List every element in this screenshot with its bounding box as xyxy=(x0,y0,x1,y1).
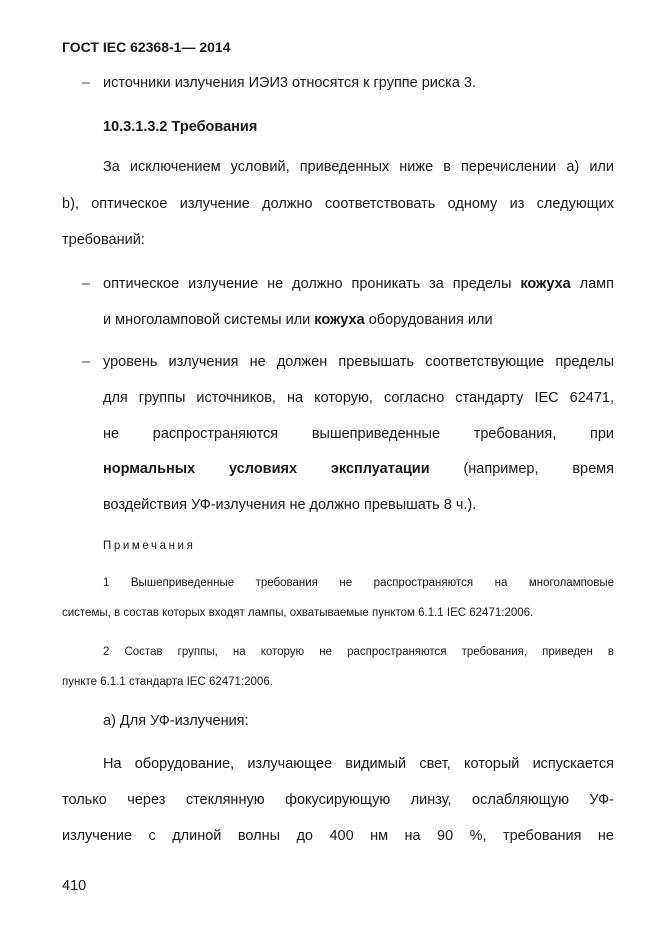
note-line: 2 Состав группы, на которую не распространяются требования, приведен в xyxy=(103,646,614,658)
list-item-text: источники излучения ИЭИ3 относятся к группе риска 3. xyxy=(103,75,477,91)
enumeration-item: а) Для УФ-излучения: xyxy=(103,713,249,729)
list-item-line xyxy=(103,461,614,477)
note-line: пункте 6.1.1 стандарта IEC 62471:2006. xyxy=(62,676,273,688)
note-line: системы, в состав которых входят лампы, охватываемые пунктом 6.1.1 IEC 62471:2006. xyxy=(62,607,534,619)
term-bold: кожуха xyxy=(520,276,571,292)
text-run: ламп xyxy=(570,276,615,292)
term-bold: нормальных условиях эксплуатации xyxy=(103,461,430,477)
text-run: и многоламповой системы или xyxy=(103,312,315,328)
text-run: оптическое излучение не должно проникать за пределы xyxy=(103,276,521,292)
document-header: ГОСТ IEC 62368-1— 2014 xyxy=(62,39,231,55)
list-item-line: воздействия УФ-излучения не должно превышать 8 ч.). xyxy=(103,497,477,513)
list-item-line: не распространяются вышеприведенные требования, при xyxy=(103,426,614,442)
list-item-line xyxy=(103,276,614,292)
text-run: оборудования или xyxy=(364,312,493,328)
list-item-line: уровень излучения не должен превышать соответствующие пределы xyxy=(103,354,614,370)
paragraph-line: b), оптическое излучение должно соответствовать одному из следующих xyxy=(62,196,614,212)
page-number: 410 xyxy=(62,878,87,894)
list-item-line xyxy=(103,312,493,328)
paragraph-line: требований: xyxy=(62,232,145,248)
note-line: 1 Вышеприведенные требования не распространяются на многоламповые xyxy=(103,577,614,589)
paragraph-line: излучение с длиной волны до 400 нм на 90 %, требования не xyxy=(62,828,614,844)
term-bold: кожуха xyxy=(314,312,365,328)
list-item-line: для группы источников, на которую, согласно стандарту IEC 62471, xyxy=(103,390,614,406)
list-dash: – xyxy=(82,276,91,292)
list-dash: – xyxy=(82,354,91,370)
list-dash: – xyxy=(82,75,91,91)
paragraph-line: только через стеклянную фокусирующую линзу, ослабляющую УФ- xyxy=(62,792,614,808)
text-run: (например, время xyxy=(429,461,614,477)
section-heading: 10.3.1.3.2 Требования xyxy=(103,119,258,135)
paragraph-line: На оборудование, излучающее видимый свет, который испускается xyxy=(103,756,614,772)
paragraph-line: За исключением условий, приведенных ниже в перечислении а) или xyxy=(103,159,614,175)
notes-heading: Примечания xyxy=(103,540,196,552)
